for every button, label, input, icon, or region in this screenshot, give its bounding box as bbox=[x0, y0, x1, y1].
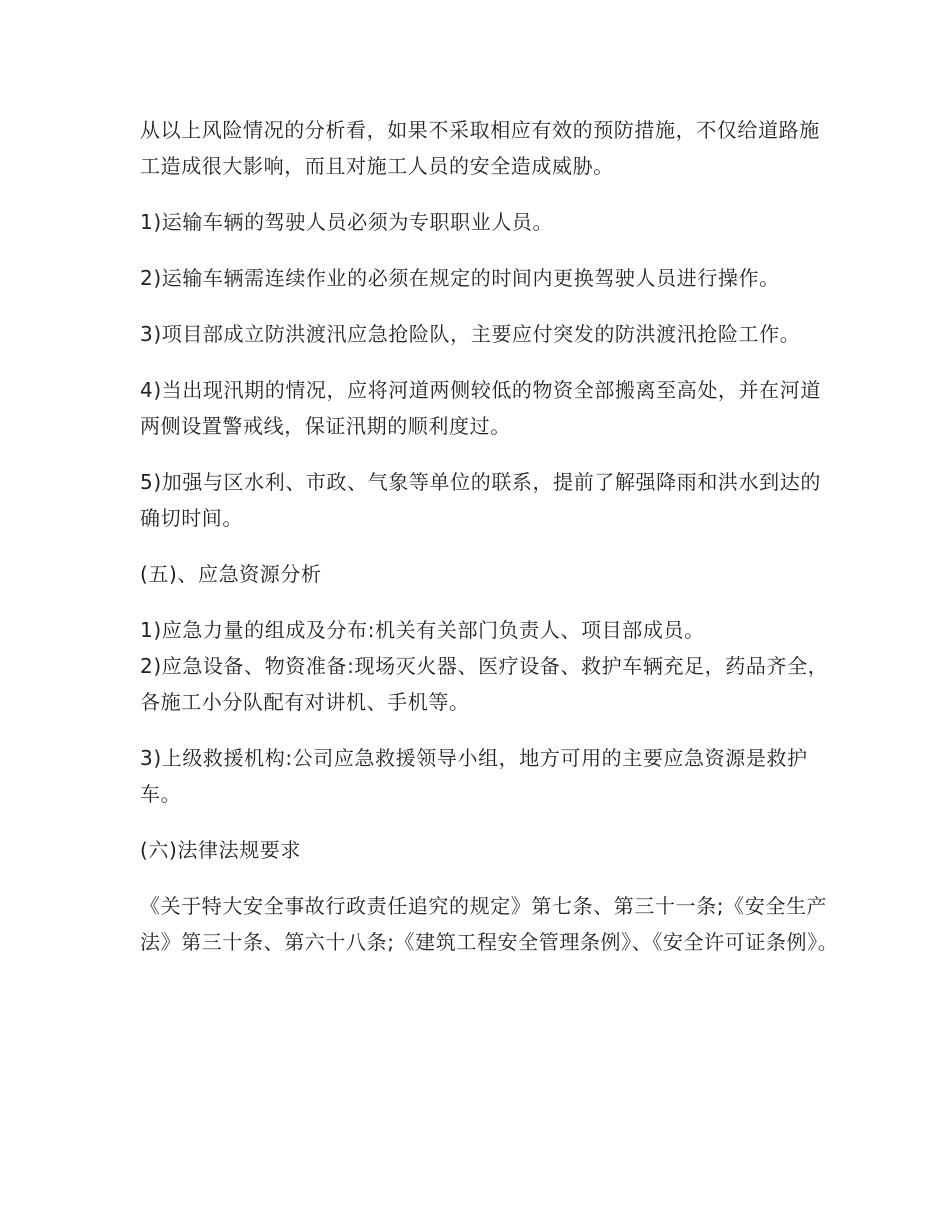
measure-item-5: 5)加强与区水利、市政、气象等单位的联系，提前了解强降雨和洪水到达的确切时间。 bbox=[140, 470, 821, 530]
measure-item-3: 3)项目部成立防洪渡汛应急抢险队，主要应付突发的防洪渡汛抢险工作。 bbox=[140, 322, 801, 346]
resource-item-3: 3)上级救援机构:公司应急救援领导小组，地方可用的主要应急资源是救护车。 bbox=[140, 746, 808, 806]
measure-item-2: 2)运输车辆需连续作业的必须在规定的时间内更换驾驶人员进行操作。 bbox=[140, 266, 780, 290]
measure-item-1: 1)运输车辆的驾驶人员必须为专职职业人员。 bbox=[140, 210, 554, 234]
section-heading-emergency-resources: (五)、应急资源分析 bbox=[140, 562, 322, 586]
section-heading-laws-regulations: (六)法律法规要求 bbox=[140, 838, 302, 862]
resource-item-1: 1)应急力量的组成及分布:机关有关部门负责人、项目部成员。 bbox=[140, 618, 705, 642]
risk-analysis-paragraph: 从以上风险情况的分析看，如果不采取相应有效的预防措施，不仅给道路施工造成很大影响，而且对施工人员的安全造成威胁。 bbox=[140, 118, 820, 178]
laws-regulations-paragraph: 《关于特大安全事故行政责任追究的规定》第七条、第三十一条;《安全生产法》第三十条、第六十八条;《建筑工程安全管理条例》、《安全许可证条例》。 bbox=[140, 894, 839, 954]
resource-item-2: 2)应急设备、物资准备:现场灭火器、医疗设备、救护车辆充足，药品齐全，各施工小分队配有对讲机、手机等。 bbox=[140, 654, 829, 714]
document-page bbox=[140, 112, 840, 980]
measure-item-4: 4)当出现汛期的情况，应将河道两侧较低的物资全部搬离至高处，并在河道两侧设置警戒线，保证汛期的顺利度过。 bbox=[140, 378, 821, 438]
